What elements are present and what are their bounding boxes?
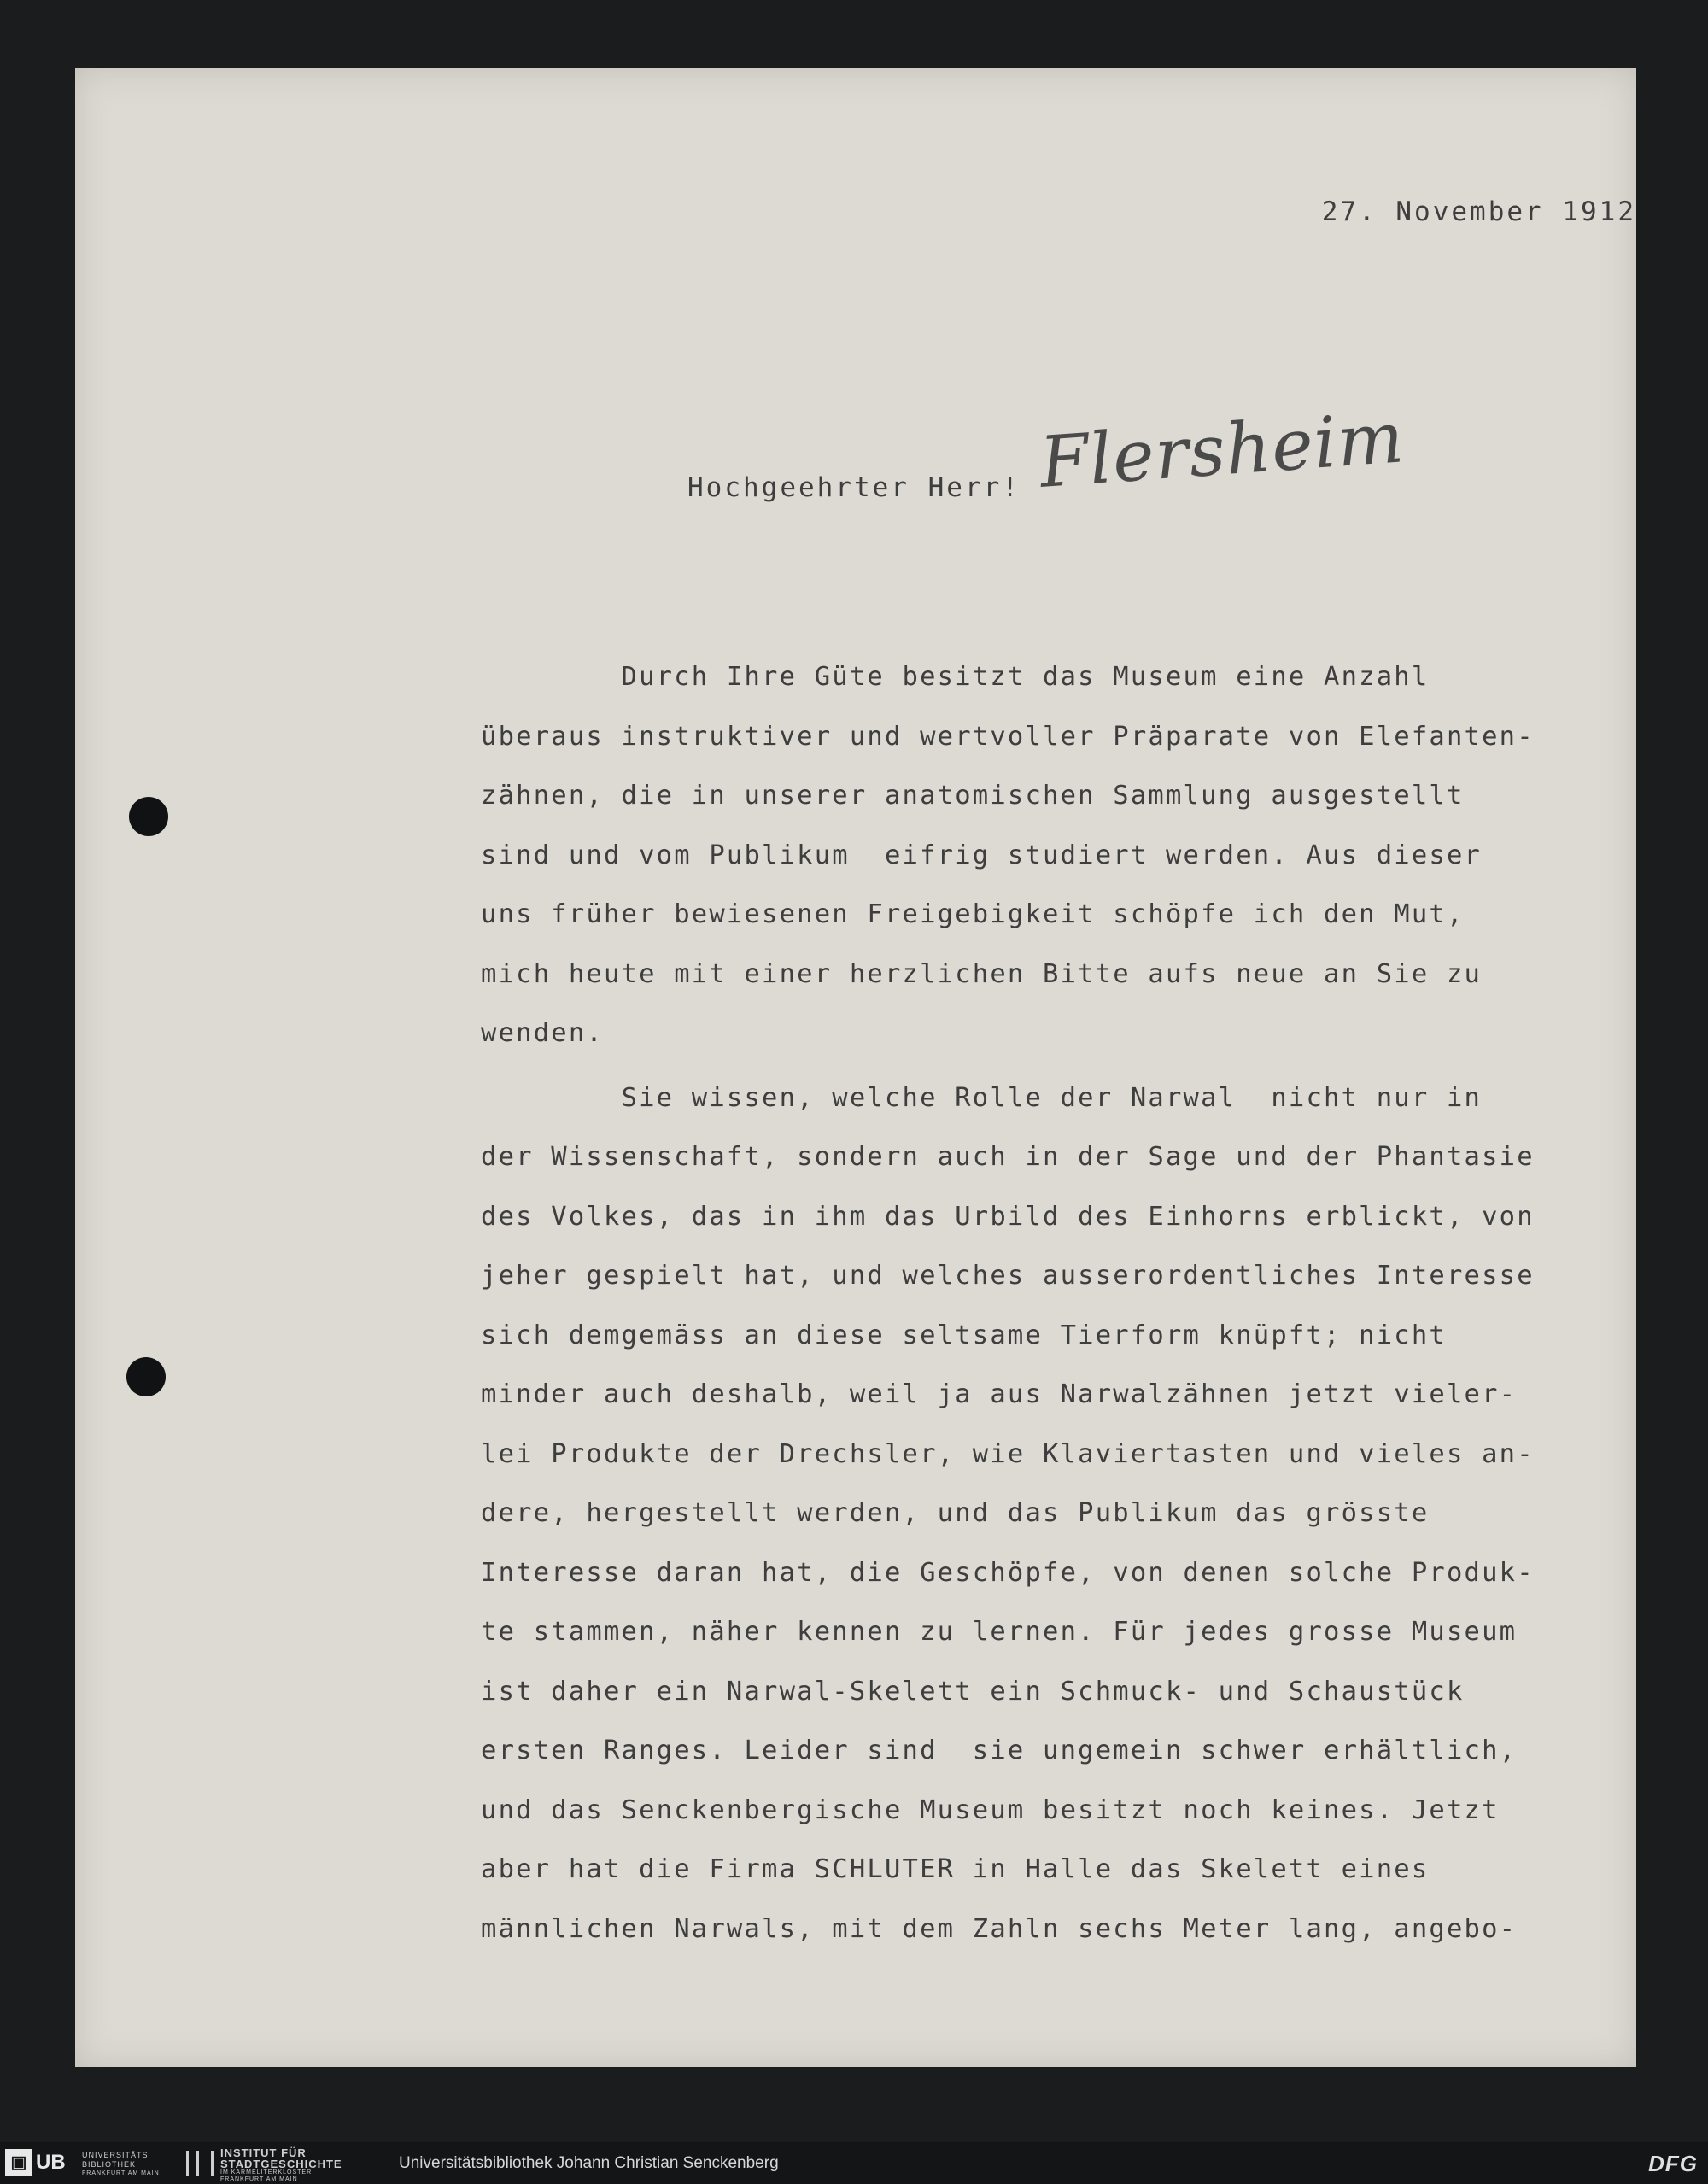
inst-line1: INSTITUT FÜR	[220, 2146, 307, 2159]
body-line: uns früher bewiesenen Freigebigkeit schöpfe ich den Mut,	[481, 899, 1465, 929]
punch-hole	[126, 1357, 166, 1396]
body-line: Interesse daran hat, die Geschöpfe, von denen solche Produk-	[481, 1557, 1535, 1588]
dfg-logo: DFG	[1648, 2151, 1698, 2176]
handwritten-name: Flersheim	[1037, 397, 1407, 504]
ub-logo[interactable]	[5, 2149, 66, 2176]
letter-date: 27. November 1912	[1321, 196, 1636, 227]
body-line: te stammen, näher kennen zu lernen. Für jedes grosse Museum	[481, 1617, 1518, 1647]
body-line: überaus instruktiver und wertvoller Präparate von Elefanten-	[481, 721, 1535, 752]
body-line: des Volkes, das in ihm das Urbild des Einhorns erblickt, von	[481, 1201, 1535, 1232]
punch-hole	[129, 797, 168, 836]
letter-page	[75, 68, 1636, 2067]
institute-icon	[186, 2151, 214, 2176]
body-line: sich demgemäss an diese seltsame Tierform knüpft; nicht	[481, 1320, 1447, 1350]
library-name[interactable]: Universitätsbibliothek Johann Christian Senckenberg	[399, 2154, 779, 2172]
body-line: dere, hergestellt werden, und das Publikum das grösste	[481, 1498, 1430, 1528]
inst-line3: IM KARMELITERKLOSTER	[220, 2169, 313, 2175]
body-line: und das Senckenbergische Museum besitzt noch keines. Jetzt	[481, 1795, 1500, 1825]
body-line: der Wissenschaft, sondern auch in der Sage und der Phantasie	[481, 1142, 1535, 1172]
body-line: ersten Ranges. Leider sind sie ungemein schwer erhältlich,	[481, 1736, 1518, 1765]
inst-line2: STADTGESCHICHTE	[220, 2158, 342, 2170]
ub-line1: UNIVERSITÄTS	[82, 2151, 149, 2159]
ub-mark-icon: ▣	[5, 2149, 32, 2176]
inst-line4: FRANKFURT AM MAIN	[220, 2176, 298, 2182]
body-line: mich heute mit einer herzlichen Bitte aufs neue an Sie zu	[481, 958, 1483, 989]
body-line: männlichen Narwals, mit dem Zahln sechs Meter lang, angebo-	[481, 1913, 1518, 1944]
ub-mark: UB	[36, 2151, 66, 2174]
body-line: lei Produkte der Drechsler, wie Klaviertasten und vieles an-	[481, 1438, 1535, 1469]
body-line: Sie wissen, welche Rolle der Narwal nicht nur in	[481, 1082, 1483, 1113]
footer-bar	[0, 2142, 1708, 2184]
body-line: minder auch deshalb, weil ja aus Narwalzähnen jetzt vieler-	[481, 1379, 1518, 1409]
ub-line2: BIBLIOTHEK	[82, 2160, 137, 2169]
body-line: ist daher ein Narwal-Skelett ein Schmuck- und Schaustück	[481, 1676, 1465, 1707]
body-line: zähnen, die in unserer anatomischen Sammlung ausgestellt	[481, 781, 1465, 811]
letter-body	[481, 647, 1636, 1959]
body-line: wenden.	[481, 1018, 604, 1048]
letter-greeting: Hochgeehrter Herr!	[687, 472, 1021, 503]
ub-line3: FRANKFURT AM MAIN	[82, 2170, 160, 2176]
body-line: sind und vom Publikum eifrig studiert werden. Aus dieser	[481, 840, 1483, 870]
body-line: jeher gespielt hat, und welches ausserordentliches Interesse	[481, 1261, 1535, 1291]
body-line: aber hat die Firma SCHLUTER in Halle das Skelett eines	[481, 1854, 1430, 1884]
body-line: Durch Ihre Güte besitzt das Museum eine Anzahl	[481, 662, 1430, 692]
